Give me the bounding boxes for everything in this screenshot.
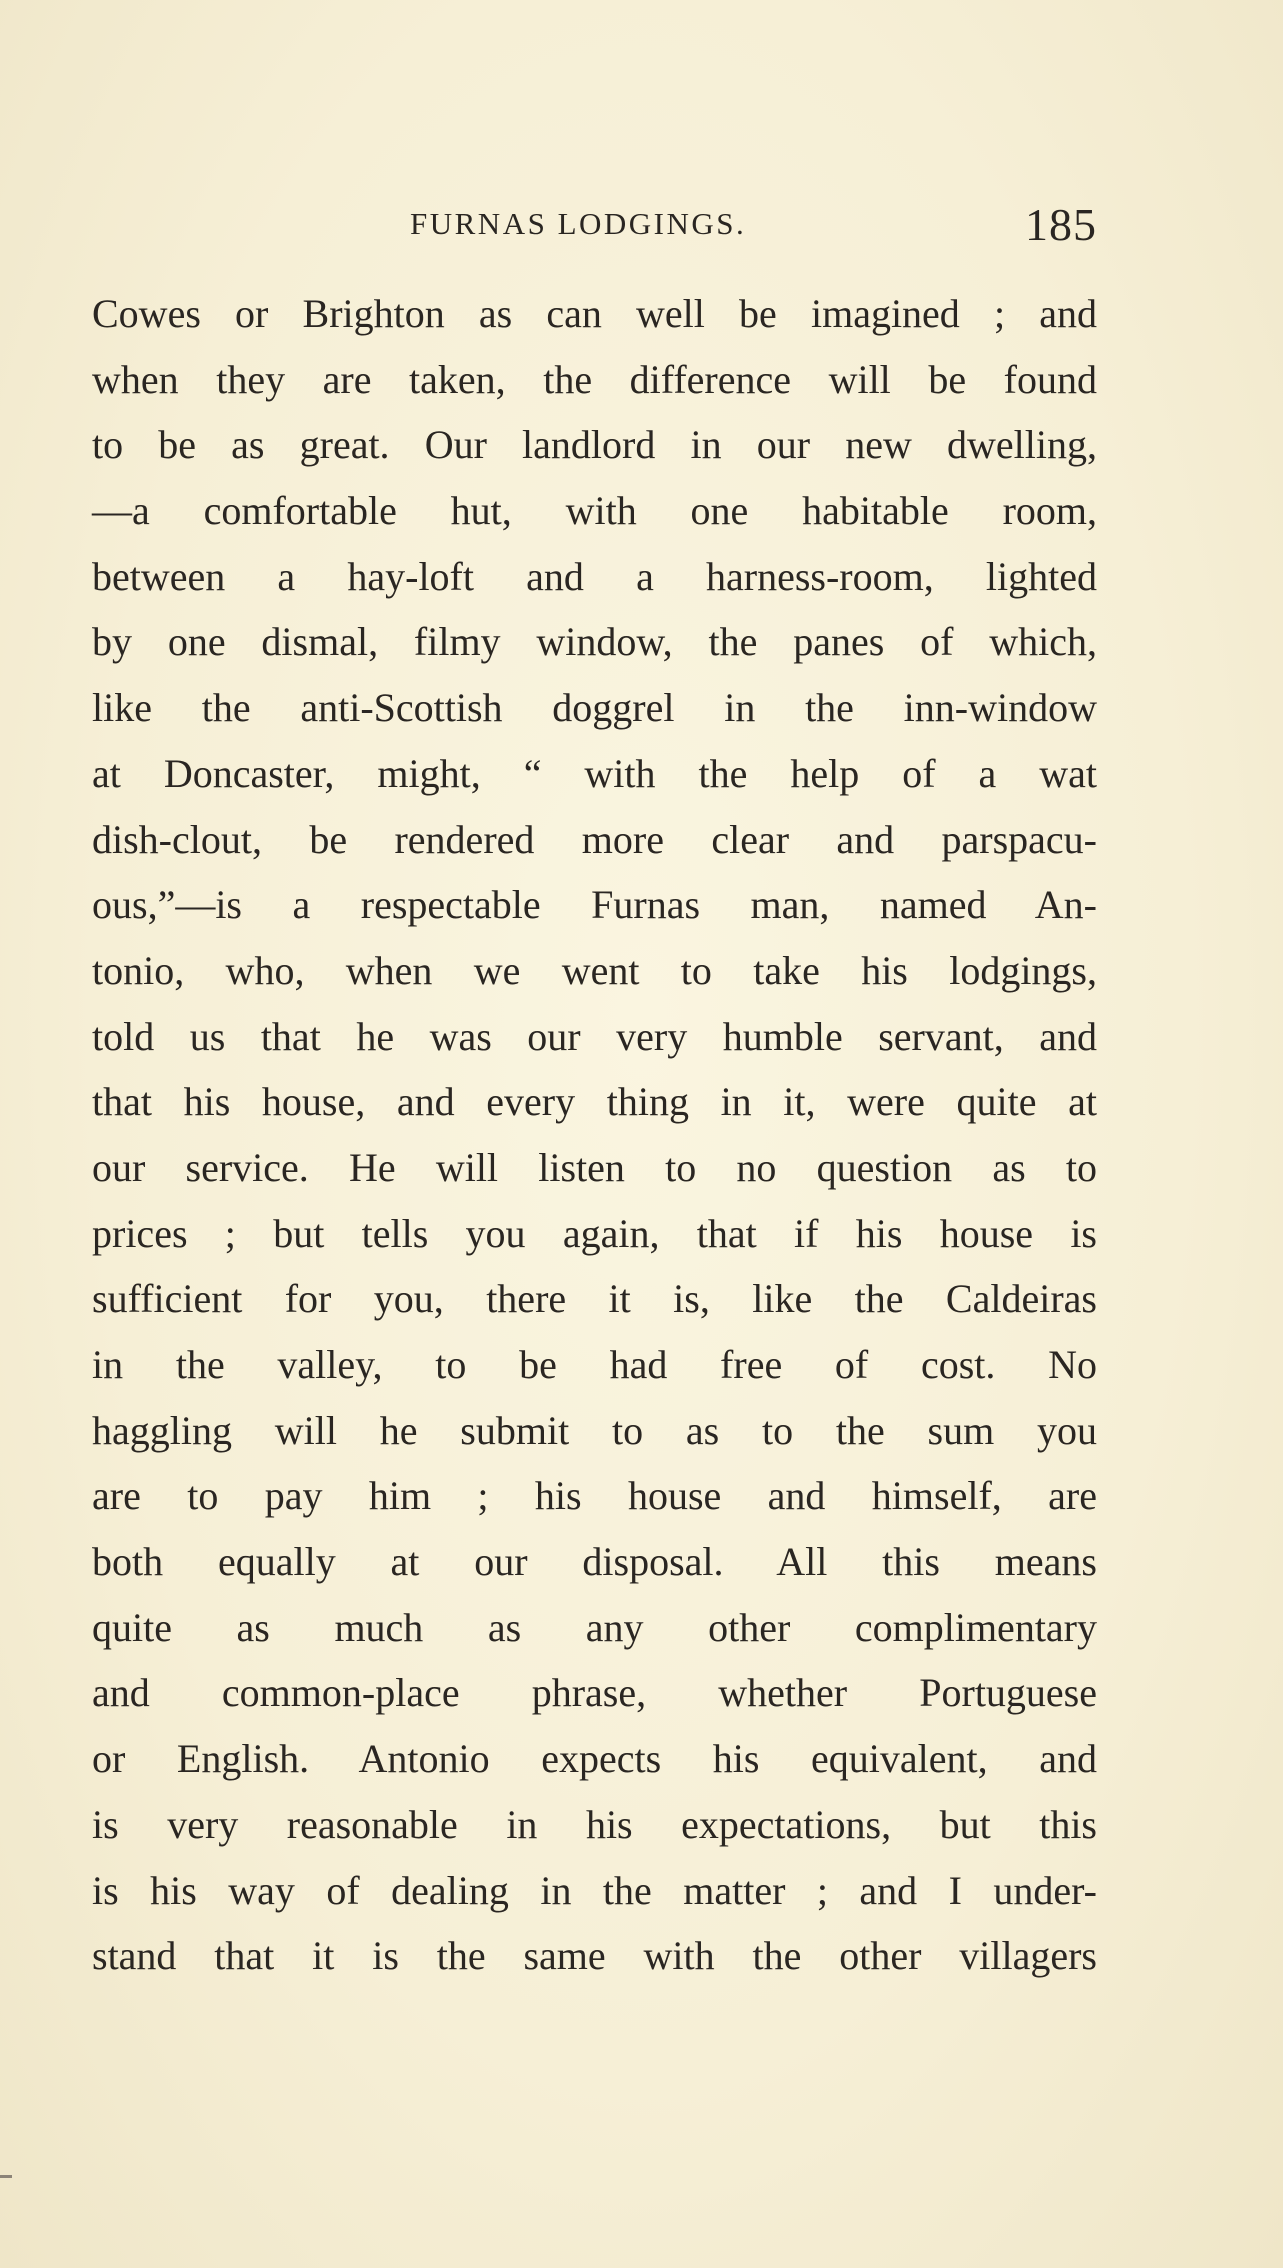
- text-line: and common-place phrase, whether Portuguese: [92, 1670, 1097, 1716]
- text-line: in the valley, to be had free of cost. No: [92, 1342, 1097, 1387]
- text-line: sufficient for you, there it is, like the Caldeiras: [92, 1276, 1097, 1322]
- margin-mark: [0, 2175, 12, 2178]
- text-line: Cowes or Brighton as can well be imagined ; and: [92, 291, 1097, 336]
- text-line: between a hay-loft and a harness-room, lighted: [92, 553, 1097, 599]
- text-line: are to pay him ; his house and himself, are: [92, 1473, 1097, 1519]
- running-head: [92, 198, 1097, 258]
- text-line: by one dismal, filmy window, the panes of which,: [92, 619, 1097, 665]
- text-line: when they are taken, the difference will be found: [92, 356, 1097, 402]
- text-line: at Doncaster, might, “ with the help of a wat: [92, 750, 1097, 796]
- text-line: is very reasonable in his expectations, but this: [92, 1801, 1097, 1847]
- running-title: FURNAS LODGINGS.: [410, 206, 747, 241]
- text-line: like the anti-Scottish doggrel in the inn-window: [92, 685, 1097, 731]
- text-line: that his house, and every thing in it, were quite at: [92, 1079, 1097, 1125]
- text-line: prices ; but tells you again, that if his house is: [92, 1210, 1097, 1256]
- text-line: haggling will he submit to as to the sum you: [92, 1407, 1097, 1453]
- text-line: ous,”—is a respectable Furnas man, named An-: [92, 882, 1097, 928]
- text-line: is his way of dealing in the matter ; and I under-: [92, 1867, 1097, 1913]
- text-line: told us that he was our very humble servant, and: [92, 1013, 1097, 1059]
- text-line: dish-clout, be rendered more clear and parspacu-: [92, 816, 1097, 862]
- body-text: [92, 284, 1097, 1992]
- text-line: stand that it is the same with the other villagers: [92, 1933, 1097, 1979]
- text-line: quite as much as any other complimentary: [92, 1604, 1097, 1650]
- text-line: —a comfortable hut, with one habitable room,: [92, 488, 1097, 534]
- text-line: or English. Antonio expects his equivalent, and: [92, 1736, 1097, 1782]
- text-line: to be as great. Our landlord in our new dwelling,: [92, 422, 1097, 468]
- page-number: 185: [1025, 199, 1097, 250]
- text-line: both equally at our disposal. All this means: [92, 1539, 1097, 1585]
- text-line: our service. He will listen to no question as to: [92, 1144, 1097, 1190]
- text-line: tonio, who, when we went to take his lodgings,: [92, 947, 1097, 993]
